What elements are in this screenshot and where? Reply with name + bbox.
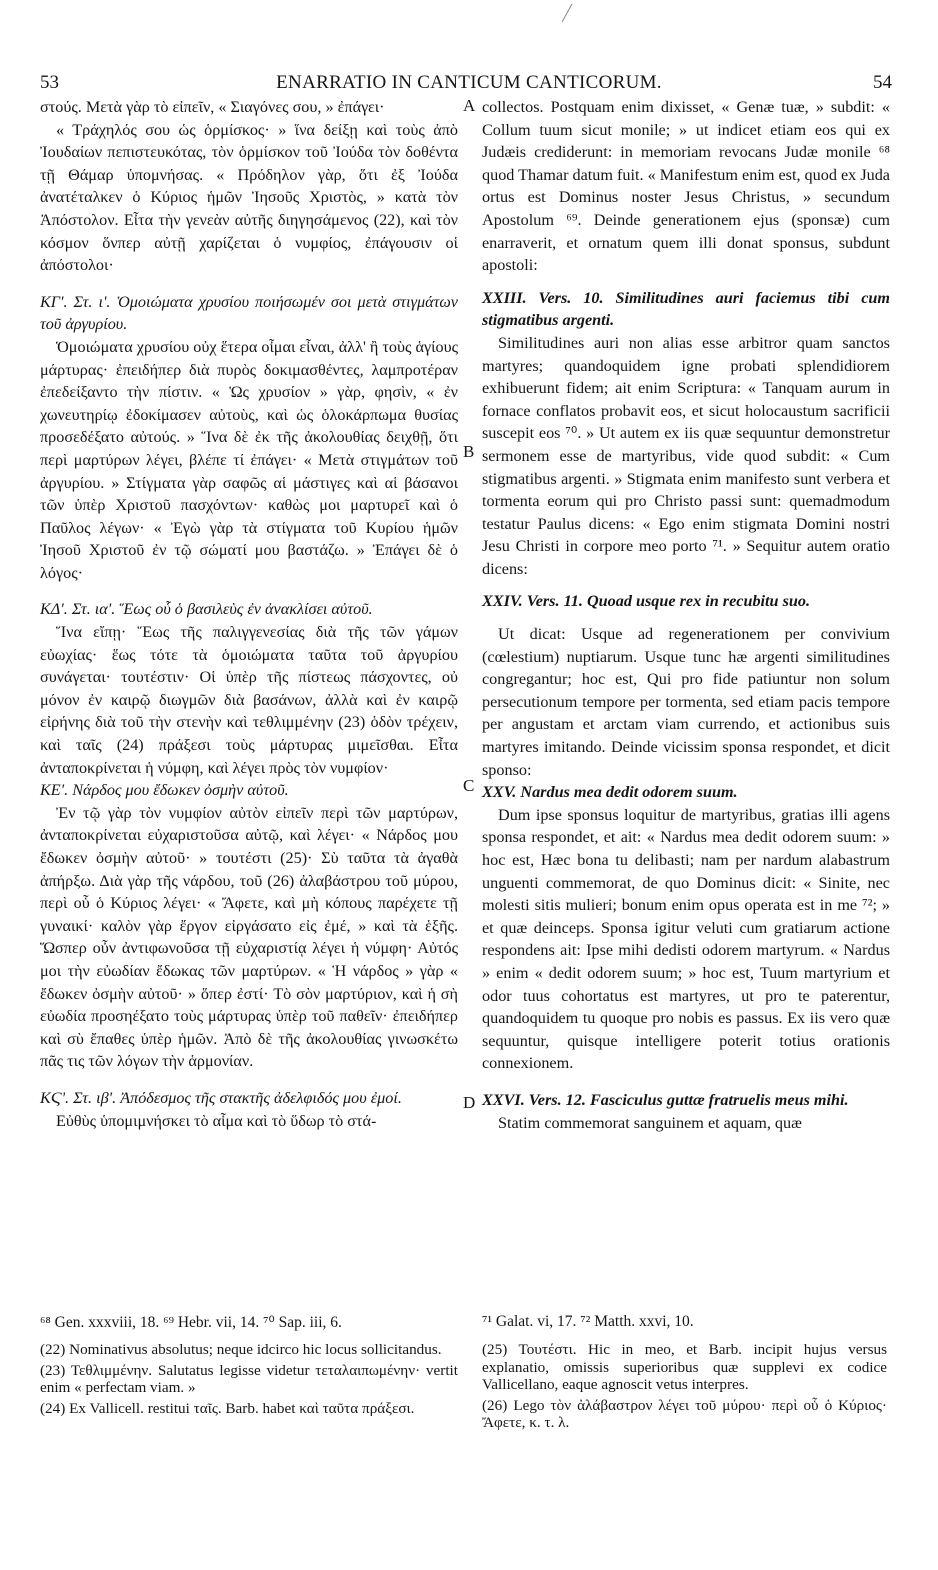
latin-verse-heading: XXIV. Vers. 11. Quoad usque rex in recubitu suo. bbox=[482, 592, 811, 611]
latin-verse-heading: XXIII. Vers. 10. Similitudines auri faciemus tibi cum stigmatibus argenti. bbox=[482, 288, 890, 330]
editor-note: (25) Τουτέστι. Hic in meo, et Barb. incipit hujus versus explanatio, omissis superioribus quæ supplevi ex codice Vallicellano, eaque agnoscit vetus interpres. bbox=[482, 1341, 887, 1394]
greek-column bbox=[40, 96, 458, 1132]
margin-letter-b: B bbox=[463, 442, 475, 461]
greek-paragraph: στούς. Μετὰ γὰρ τὸ εἰπεῖν, « Σιαγόνες σου, » ἐπάγει· bbox=[40, 98, 385, 116]
latin-verse-heading: XXVI. Vers. 12. Fasciculus guttæ fratruelis meus mihi. bbox=[482, 1090, 849, 1109]
latin-paragraph: Ut dicat: Usque ad regenerationem per convivium (cœlestium) nuptiarum. Usque tunc hæ argenti similitudines congregantur; hoc est, Qui pro fide patiuntur non solum persecutionum tempore per tormenta, sed etiam pacis tempore per angustam et arctam viam currendo, et actionibus suis martyres imitando. Deinde vicissim sponsa respondet, et dicit sponso: bbox=[482, 625, 890, 779]
pen-mark-decoration bbox=[558, 2, 576, 24]
latin-paragraph: Similitudines auri non alias esse arbitror quam sanctos martyres; quandoquidem igne probati splendidiorem exhibuerunt fidem; ait enim Scriptura: « Tanquam aurum in fornace conflatos probavit eos, et sicut holocaustum sacrificii suscepit eos ⁷⁰. » Ut autem ex iis quæ sequuntur demonstretur sermonem esse de martyribus, vide quod subdit: « Cum stigmatibus argenti. » Stigmata enim manifesto sunt verbera et tormenta eorum qui pro Christo passi sunt: quemadmodum testatur Paulus dicens: « Ego enim stigmata Domini nostri Jesu Christi in corpore meo porto ⁷¹. » Sequitur autem oratio dicens: bbox=[482, 333, 890, 578]
greek-paragraph: Ἵνα εἴπῃ· Ἕως τῆς παλιγγενεσίας διὰ τῆς τῶν γάμων εὐωχίας· ἕως τότε τὰ ὁμοιώματα ταῦτα τοῦ ἀργυρίου συνάγεται· τουτέστιν· Οἱ ὑπὲρ τῆς πίστεως πάσχοντες, οὐ μόνον ἐν καιρῷ διωγμῶν διὰ βασάνων, ἀλλὰ καὶ ἐν καιρῷ εἰρήνης διὰ τοῦ τὴν στενὴν καὶ τεθλιμμένην (23) ὁδὸν τρέχειν, καὶ ταῖς (24) πράξεσι τοὺς μάρτυρας μιμεῖσθαι. Εἶτα ἀνταποκρίνεται ἡ νύμφη, καὶ λέγει πρὸς τὸν νυμφίον· bbox=[40, 623, 458, 777]
latin-verse-heading: XXV. Nardus mea dedit odorem suum. bbox=[482, 783, 738, 802]
latin-paragraph: Statim commemorat sanguinem et aquam, quæ bbox=[498, 1113, 802, 1132]
margin-letter-a: A bbox=[463, 96, 476, 115]
greek-verse-heading: ΚΕ'. Νάρδος μου ἔδωκεν ὀσμὴν αὐτοῦ. bbox=[40, 781, 289, 800]
margin-letter-c: C bbox=[463, 776, 475, 795]
page-number-right: 54 bbox=[873, 72, 892, 93]
page-number-left: 53 bbox=[40, 72, 59, 93]
running-head bbox=[40, 72, 898, 96]
margin-letter-d: D bbox=[463, 1093, 476, 1112]
editor-note: (22) Nominativus absolutus; neque idcirco hic locus sollicitandus. bbox=[40, 1341, 442, 1358]
greek-verse-heading: ΚΓ'. Στ. ι'. Ὁμοιώματα χρυσίου ποιήσωμέν σοι μετὰ στιγμάτων τοῦ ἀργυρίου. bbox=[40, 292, 458, 334]
editor-notes-left bbox=[40, 1341, 458, 1420]
greek-verse-heading: ΚΔ'. Στ. ια'. Ἕως οὗ ὁ βασιλεὺς ἐν ἀνακλίσει αὐτοῦ. bbox=[40, 600, 373, 619]
editor-note: (24) Ex Vallicell. restitui ταῖς. Barb. habet καὶ ταῦτα πράξεσι. bbox=[40, 1399, 415, 1417]
editor-note: (23) Τεθλιμμένην. Salutatus legisse videtur τεταλαιπωμένην· vertit enim « perfectam viam. » bbox=[40, 1361, 458, 1397]
greek-paragraph: « Τράχηλός σου ὡς ὁρμίσκος· » ἵνα δείξῃ καὶ τοὺς ἀπὸ Ἰουδαίων πεπιστευκότας, τὸν ὁρμίσκον τοῦ Ἰούδα τὸν δοθέντα τῇ Θάμαρ ὑπομνήσας. « Πρόδηλον γὰρ, ὅτι ἐξ Ἰούδα ἀνατέταλκεν ὁ Κύριος ἡμῶν Ἰησοῦς Χριστὸς, » κατὰ τὸν Ἀπόστολον. Εἶτα τὴν γενεὰν αὐτῆς διηγησάμενος (22), καὶ τὸν κόσμον ὅνπερ αὐτῇ χαρίζεται ὁ νυμφίος, ἐπάγουσιν οἱ ἀπόστολοι· bbox=[40, 120, 458, 275]
editor-note: (26) Lego τὸν ἀλάβαστρον λέγει τοῦ μύρου· περὶ οὗ ὁ Κύριος· Ἄφετε, κ. τ. λ. bbox=[482, 1396, 887, 1432]
greek-paragraph: Ὁμοιώματα χρυσίου οὐχ ἕτερα οἶμαι εἶναι, ἀλλ' ἢ τοὺς ἁγίους μάρτυρας· ἐπειδήπερ διὰ πυρὸς δοκιμασθέντες, λαμπροτέραν ἐπεδείξαντο τὴν πίστιν. « Ὡς χρυσίον » γὰρ, φησὶν, « ἐν χωνευτηρίῳ ἐδοκίμασεν αὐτοὺς, καὶ ὡς ὁλοκάρπωμα θυσίας προσεδέξατο αὐτούς. » Ἵνα δὲ ἐκ τῆς ἀκολουθίας δειχθῇ, ὅτι περὶ μαρτύρων λέγει, βλέπε τί ἐπάγει· « Μετὰ στιγμάτων τοῦ ἀργυρίου. » Στίγματα γὰρ σαφῶς αἱ μάστιγες καὶ αἱ βάσανοι τῶν ὑπὲρ Χριστοῦ πασχόντων· καθὼς μοι μαρτυρεῖ καὶ ὁ Παῦλος λέγων· « Ἐγὼ γὰρ τὰ στίγματα τοῦ Κυρίου ἡμῶν Ἰησοῦ Χριστοῦ ἐν τῷ σώματί μου βαστάζω. » Ἐπάγει δὲ ὁ λόγος· bbox=[40, 337, 458, 582]
latin-column bbox=[482, 96, 890, 1134]
editor-notes-right bbox=[482, 1341, 887, 1435]
latin-paragraph: Dum ipse sponsus loquitur de martyribus, gratias illi agens sponsa respondet, et ait: « Nardus mea dedit odorem suum: » hoc est, Hæc bona tu delibasti; nam per nardum alabastrum unguenti commemorat, de quo Dominus dicit: « Sinite, nec molesti sitis mulieri; bonum enim opus operata est in me ⁷²; » et quæ deinceps. Sponsa igitur veluti cum gratiarum actione respondens ait: Ipse mihi dedisti odorem martyrum. « Nardus » enim « dedit odorem suum; » hoc est, Tuum martyrium et odor tuus cohortatus est martyres, ut pro te paterentur, quandoquidem tu quoque pro nobis es passus. Ex iis vero quæ sequuntur, quisque intelligere poterit totius orationis connexionem. bbox=[482, 805, 890, 1073]
running-title: ENARRATIO IN CANTICUM CANTICORUM. bbox=[276, 72, 662, 93]
scripture-references-right: ⁷¹ Galat. vi, 17. ⁷² Matth. xxvi, 10. bbox=[482, 1313, 694, 1330]
greek-paragraph: Ἐν τῷ γὰρ τὸν νυμφίον αὐτὸν εἰπεῖν περὶ τῶν μαρτύρων, ἀνταποκρίνεται εὐχαριστοῦσα αὐτῷ, καὶ λέγει· « Νάρδος μου ἔδωκεν ὀσμὴν αὐτοῦ· » τουτέστι (25)· Σὺ ταῦτα τὰ ἀγαθὰ ἀπήρξω. Διὰ γὰρ τῆς νάρδου, τοῦ (26) ἀλαβάστρου τοῦ μύρου, περὶ οὗ ὁ Κύριος λέγει· « Ἄφετε, καὶ μὴ κόπους παρέχετε τῇ γυναικί· καλὸν γὰρ ἔργον εἰργάσατο εἰς ἐμέ, » καὶ τὰ ἑξῆς. Ὥσπερ οὖν ἀντιφωνοῦσα τῇ εὐχαριστίᾳ λέγει ἡ νύμφη· Αὐτός μοι τὴν εὐωδίαν ἔδωκας τῶν μαρτύρων. « Ἡ νάρδος » γὰρ « ἔδωκεν ὀσμὴν αὐτοῦ· » ὅπερ ἐστί· Τὸ σὸν μαρτύριον, καὶ ἡ σὴ εὐωδία προσηέξατο τοὺς μάρτυρας ὑπὲρ τοῦ παθεῖν· ἐπειδήπερ καὶ σὺ ἔπαθες ὑπὲρ ἡμῶν. Ἀπὸ δὲ τῆς ἀκολουθίας γινωσκέτω πᾶς τις τῶν λόγων τὴν ἁρμονίαν. bbox=[40, 803, 458, 1071]
greek-verse-heading: ΚϚ'. Στ. ιβ'. Ἀπόδεσμος τῆς στακτῆς ἀδελφιδός μου ἐμοί. bbox=[40, 1088, 402, 1107]
greek-paragraph: Εὐθὺς ὑπομιμνήσκει τὸ αἷμα καὶ τὸ ὕδωρ τὸ στά- bbox=[56, 1111, 377, 1130]
scripture-references-left: ⁶⁸ Gen. xxxviii, 18. ⁶⁹ Hebr. vii, 14. ⁷⁰ Sap. iii, 6. bbox=[40, 1314, 342, 1331]
latin-paragraph: collectos. Postquam enim dixisset, « Genæ tuæ, » subdit: « Collum tuum sicut monile; » ut indicet etiam eos qui ex Judæis crediderunt: in memoriam revocans Judæ monile ⁶⁸ quod Thamar datum fuit. « Manifestum enim est, quod ex Juda ortus est Dominus noster Jesus Christus, » secundum Apostolum ⁶⁹. Deinde generationem ejus (sponsæ) cum enarraverit, et ornatum quem illi donat sponsus, subdunt apostoli: bbox=[482, 98, 890, 275]
